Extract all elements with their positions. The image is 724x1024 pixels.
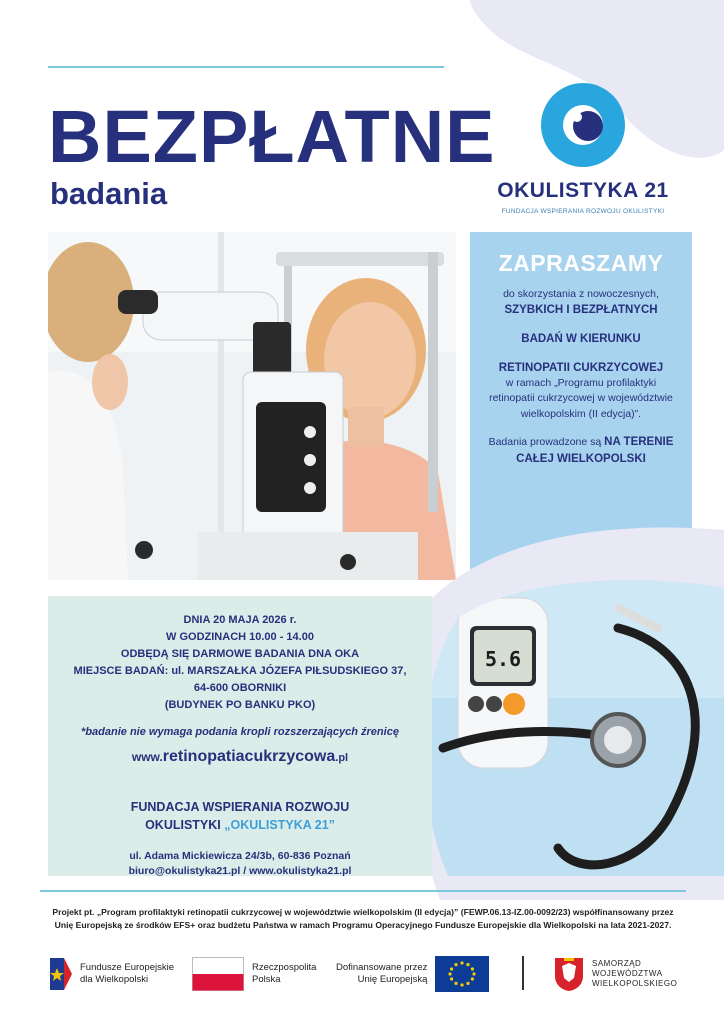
- rp-line2: Polska: [252, 974, 281, 985]
- page-title: BEZPŁATNE: [48, 95, 496, 178]
- eu-flag-icon: [435, 956, 489, 992]
- project-info: [40, 906, 686, 932]
- organizer-name: [48, 798, 432, 834]
- funding-logos: [40, 950, 686, 998]
- organizer-street: ul. Adama Mickiewicza 24/3b, 60-836 Poznań: [129, 849, 351, 862]
- coat-of-arms-icon: [554, 956, 584, 992]
- event-building: (BUDYNEK PO BANKU PKO): [164, 699, 316, 712]
- eye-exam-photo: [48, 232, 456, 580]
- polish-flag-icon: [192, 957, 244, 991]
- sw-line3: WIELKOPOLSKIEGO: [592, 979, 678, 988]
- website-suffix: .pl: [335, 752, 349, 765]
- invite-heading: ZAPRASZAMY: [498, 250, 664, 276]
- event-place: MIEJSCE BADAŃ: ul. MARSZAŁKA JÓZEFA PIŁSUDSKIEGO 37,: [73, 665, 407, 678]
- organizer-address: [48, 849, 432, 881]
- eye-icon: [540, 82, 626, 168]
- logo-fundusze-europejskie: [48, 950, 174, 998]
- invite-line: wielkopolskim (II edycja)”.: [520, 407, 642, 420]
- fe-line2: dla Wielkopolski: [80, 974, 149, 985]
- sw-line2: WOJEWÓDZTWA: [592, 969, 663, 978]
- event-hours: W GODZINACH 10.00 - 14.00: [166, 631, 314, 644]
- logo-name: OKULISTYKA 21: [497, 179, 669, 202]
- logo-rzeczpospolita: [192, 950, 316, 998]
- bottom-divider: [40, 890, 686, 892]
- organizer-line-2: [48, 816, 432, 834]
- glucometer-reading: 5.6: [484, 647, 522, 671]
- event-city: 64-600 OBORNIKI: [193, 682, 287, 695]
- invite-region-bold: NA TERENIE: [604, 435, 674, 448]
- organizer-word: OKULISTYKI: [145, 818, 225, 833]
- invite-line-bold: SZYBKICH I BEZPŁATNYCH: [504, 304, 658, 317]
- invite-region-text: Badania prowadzone są: [488, 435, 605, 448]
- ue-line2: Unię Europejską: [357, 974, 428, 985]
- event-date: DNIA 20 MAJA 2026 r.: [183, 614, 297, 626]
- invite-line: w ramach „Programu profilaktyki: [505, 377, 657, 390]
- invite-line-bold: CAŁEJ WIELKOPOLSKI: [516, 452, 646, 465]
- invite-line: do skorzystania z nowoczesnych,: [503, 288, 659, 300]
- page-subtitle: badania: [50, 176, 168, 211]
- event-description: ODBĘDĄ SIĘ DARMOWE BADANIA DNA OKA: [120, 648, 360, 661]
- rp-line1: Rzeczpospolita: [252, 962, 317, 974]
- invite-line: retinopatii cukrzycowej w województwie: [489, 392, 673, 405]
- fe-star-icon: [48, 954, 74, 994]
- invite-line-bold: BADAŃ W KIERUNKU: [521, 332, 641, 345]
- top-divider: [48, 66, 444, 68]
- project-line: Unię Europejską ze środków EFS+ oraz budżetu Państwa w ramach Programu Operacyjnego Fundusze Europejskie dla Wielkopolski na lata 2021-2027.: [54, 919, 672, 930]
- logo-unia-europejska: [336, 950, 489, 998]
- event-info-panel: [48, 596, 432, 876]
- ue-line1: Dofinansowane przez: [336, 962, 428, 974]
- invite-region-line: [480, 434, 682, 451]
- event-note: *badanie nie wymaga podania kropli rozszerzających źrenicę: [81, 726, 399, 739]
- project-line: Projekt pt. „Program profilaktyki retinopatii cukrzycowej w województwie wielkopolskim (II edycja)” (FEWP.06.13-IZ.00-0092/23) współfinansowany przez: [52, 907, 674, 917]
- fe-line1: Fundusze Europejskie: [80, 962, 174, 974]
- logo-separator: [522, 956, 524, 990]
- organizer-line: FUNDACJA WSPIERANIA ROZWOJU: [130, 800, 350, 815]
- website-prefix: www.: [131, 750, 163, 765]
- logo-samorzad: [554, 950, 677, 998]
- okulistyka-logo: [488, 82, 678, 215]
- glucometer-photo: [418, 578, 724, 876]
- organizer-accent: „OKULISTYKA 21”: [224, 818, 335, 833]
- website-main: retinopatiacukrzycowa: [162, 748, 336, 766]
- logo-tagline: FUNDACJA WSPIERANIA ROZWOJU OKULISTYKI: [501, 208, 665, 215]
- website-link[interactable]: [48, 748, 432, 766]
- sw-line1: SAMORZĄD: [592, 959, 642, 968]
- invite-line-bold: RETINOPATII CUKRZYCOWEJ: [498, 361, 664, 374]
- organizer-contact[interactable]: biuro@okulistyka21.pl / www.okulistyka21.pl: [128, 865, 352, 878]
